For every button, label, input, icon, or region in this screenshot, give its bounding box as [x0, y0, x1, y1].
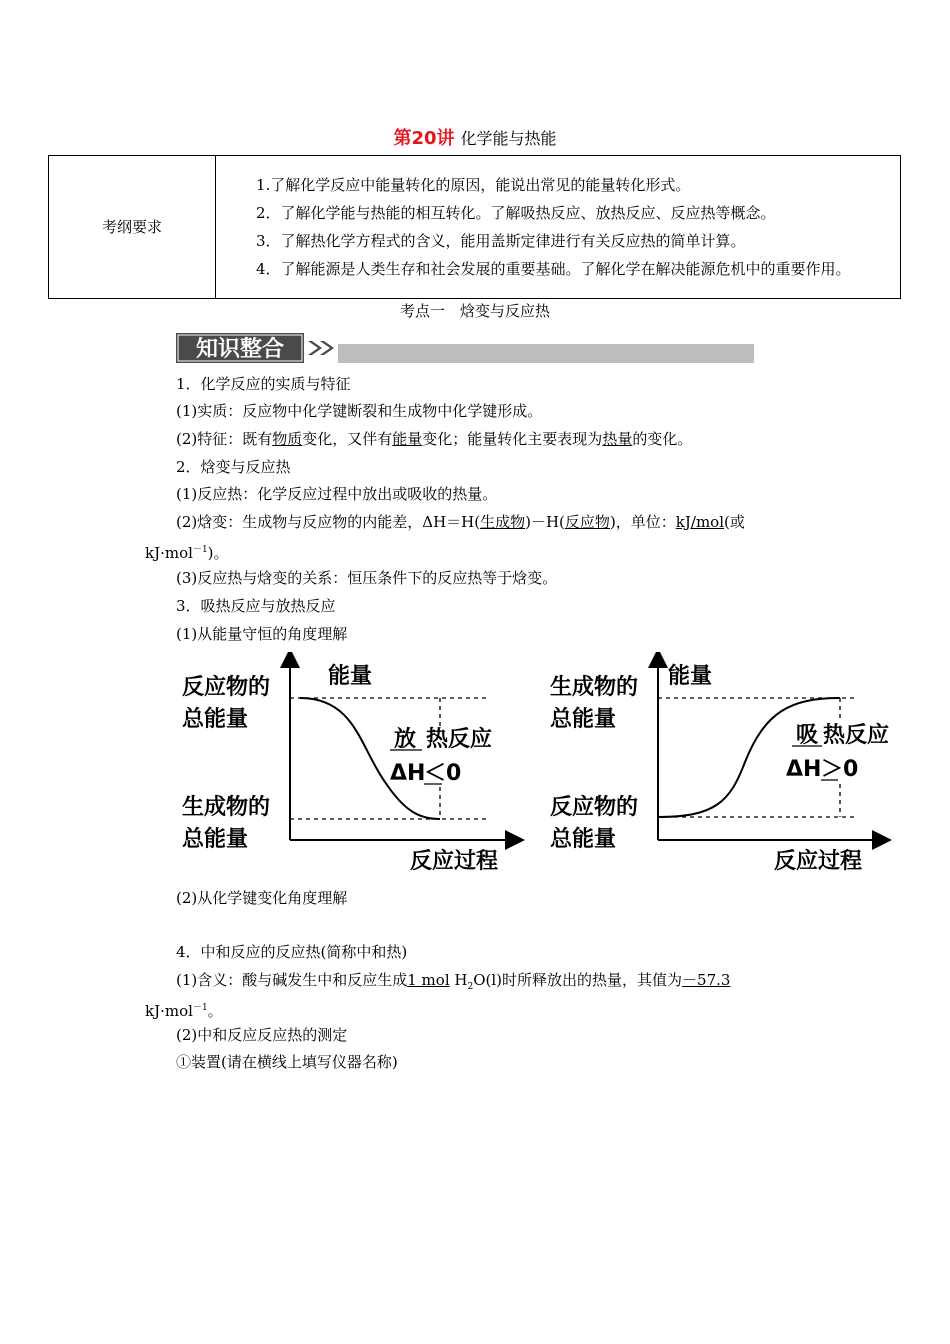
requirement-item: 2．了解化学能与热能的相互转化。了解吸热反应、放热反应、反应热等概念。 — [256, 204, 776, 222]
section-heading: 考点一 焓变与反应热 — [399, 302, 550, 320]
requirement-item: 1.了解化学反应中能量转化的原因，能说出常见的能量转化形式。 — [256, 176, 691, 194]
answer-blank: 热量 — [602, 430, 633, 448]
chevron-right-icon — [308, 341, 322, 355]
product-energy-label: 总能量 — [550, 707, 617, 732]
heading-3: 3．吸热反应与放热反应 — [176, 597, 336, 615]
answer-blank: 吸 — [796, 723, 819, 748]
x-axis-label: 反应过程 — [774, 849, 863, 874]
y-axis-label: 能量 — [328, 664, 373, 689]
reactant-energy-label: 总能量 — [182, 707, 249, 732]
banner-title: 知识整合 — [195, 337, 285, 362]
product-energy-label: 生成物的 — [182, 795, 271, 820]
reaction-type-label: 热反应 — [823, 723, 890, 748]
reactant-energy-label: 总能量 — [550, 827, 617, 852]
answer-blank: 物质 — [272, 430, 303, 448]
requirements-table — [48, 155, 901, 299]
answer-blank: ＜0 — [424, 761, 462, 786]
exothermic-diagram — [170, 652, 530, 882]
delta-h-label: ΔH — [390, 761, 426, 786]
answer-blank: 反应物 — [564, 513, 610, 531]
paragraph: (1)实质：反应物中化学键断裂和生成物中化学键形成。 — [176, 402, 543, 420]
paragraph: (1)反应热：化学反应过程中放出或吸收的热量。 — [176, 485, 498, 503]
lecture-number: 第20讲 — [393, 128, 455, 149]
requirements-list — [216, 156, 901, 299]
knowledge-banner — [176, 333, 754, 363]
answer-blank: －57.3 — [682, 971, 731, 989]
requirement-item: 3．了解热化学方程式的含义，能用盖斯定律进行有关反应热的简单计算。 — [256, 232, 746, 250]
heading-2: 2．焓变与反应热 — [176, 458, 291, 476]
paragraph-continuation: kJ·mol$^{-1}$。 — [145, 1002, 223, 1020]
paragraph: (2)焓变：生成物与反应物的内能差，ΔH＝H(生成物)－H(反应物)，单位：kJ/mol(或 — [176, 513, 745, 531]
reactant-energy-label: 反应物的 — [550, 795, 639, 820]
paragraph: (1)从能量守恒的角度理解 — [176, 625, 348, 643]
paragraph: (3)反应热与焓变的关系：恒压条件下的反应热等于焓变。 — [176, 569, 558, 587]
product-energy-label: 生成物的 — [550, 675, 639, 700]
requirements-label: 考纲要求 — [49, 156, 216, 299]
paragraph: ①装置(请在横线上填写仪器名称) — [176, 1053, 398, 1071]
paragraph: (1)含义：酸与碱发生中和反应生成1 mol $H_2O(l)$时所释放出的热量，其值为－57.3 — [176, 971, 731, 992]
endothermic-diagram — [540, 652, 910, 882]
heading-4: 4．中和反应的反应热(简称中和热) — [176, 943, 408, 961]
answer-blank: 放 — [394, 727, 417, 752]
page-title — [0, 124, 950, 150]
product-energy-label: 总能量 — [182, 827, 249, 852]
answer-blank: 生成物 — [480, 513, 526, 531]
chevron-right-icon — [320, 341, 334, 355]
answer-blank: 能量 — [392, 430, 423, 448]
answer-blank: kJ/mol — [675, 513, 725, 531]
paragraph: (2)特征：既有物质变化，又伴有能量变化；能量转化主要表现为热量的变化。 — [176, 430, 693, 448]
energy-curve — [300, 698, 440, 819]
x-axis-label: 反应过程 — [410, 849, 499, 874]
reaction-type-label: 热反应 — [426, 727, 493, 752]
y-axis-label: 能量 — [668, 664, 713, 689]
paragraph: (2)从化学键变化角度理解 — [176, 889, 348, 907]
lecture-title: 化学能与热能 — [460, 129, 557, 148]
heading-1: 1．化学反应的实质与特征 — [176, 375, 351, 393]
answer-blank: ＞0 — [821, 757, 859, 782]
paragraph: (2)中和反应反应热的测定 — [176, 1026, 348, 1044]
reactant-energy-label: 反应物的 — [182, 675, 271, 700]
delta-h-label: ΔH — [786, 757, 822, 782]
requirement-item: 4．了解能源是人类生存和社会发展的重要基础。了解化学在解决能源危机中的重要作用。 — [256, 260, 851, 278]
answer-blank: 1 mol — [407, 971, 450, 989]
paragraph-continuation: kJ·mol$^{-1}$)。 — [145, 544, 229, 562]
